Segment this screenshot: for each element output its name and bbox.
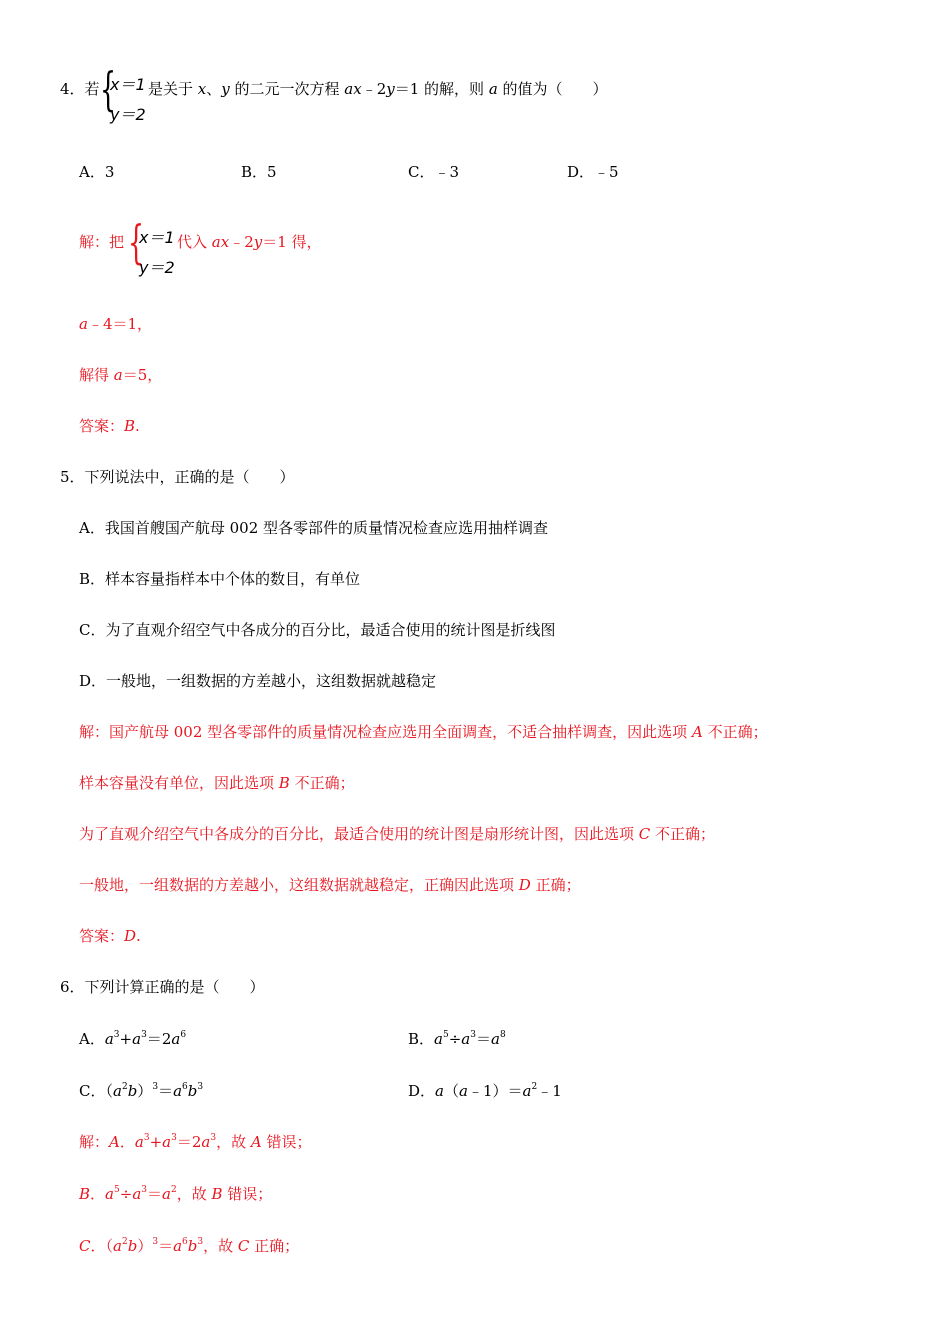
q5-option-b: B．样本容量指样本中个体的数目，有单位 [79, 570, 361, 588]
q4-stem: 4．若 [60, 80, 100, 98]
q4-option-c: C．﹣3 [408, 163, 460, 181]
q5-solution-line4: 一般地，一组数据的方差越小，这组数据就越稳定，正确因此选项 D 正确； [79, 876, 581, 894]
q6-option-b: B．$a^5\div a^3=a^8$ [408, 1030, 506, 1048]
q6-solution-b: B．$a^5\div a^3=a^2$，故 B 错误； [79, 1185, 273, 1203]
q4-solution-brace: { [128, 215, 145, 269]
q6-option-a: A．$a^3+a^3=2a^6$ [79, 1030, 187, 1048]
q5-answer: 答案：D. [79, 927, 141, 945]
q5-solution-line2: 样本容量没有单位，因此选项 B 不正确； [79, 774, 355, 792]
q4-solution-text: 代入 ax﹣2y＝1 得， [177, 233, 322, 251]
q6-stem: 6．下列计算正确的是（ ） [60, 978, 265, 996]
q6-solution-c: C．$(a^2b)^3=a^6b^3$，故 C 正确； [79, 1237, 300, 1255]
q4-option-b: B．5 [241, 163, 277, 181]
q4-system-brace: { [100, 62, 117, 116]
q5-solution-line3: 为了直观介绍空气中各成分的百分比，最适合使用的统计图是扇形统计图，因此选项 C 不正确； [79, 825, 716, 843]
q5-option-d: D．一般地，一组数据的方差越小，这组数据就越稳定 [79, 672, 437, 690]
q6-solution-a: 解：A．$a^3+a^3=2a^3$，故 A 错误； [79, 1133, 312, 1151]
q4-solution-step2: 解得 a＝5， [79, 366, 163, 384]
q4-stem-text: 是关于 x、y 的二元一次方程 ax﹣2y＝1 的解，则 a 的值为（ ） [148, 80, 608, 98]
q5-option-c: C．为了直观介绍空气中各成分的百分比，最适合使用的统计图是折线图 [79, 621, 556, 639]
q4-solution-step1: a﹣4＝1， [79, 315, 153, 333]
q4-solution-intro: 解：把 [79, 233, 125, 251]
q6-option-c: C．$(a^2b)^3=a^6b^3$ [79, 1082, 204, 1100]
q6-option-d: D．$a(a﹣1)=a^2﹣1$ [408, 1082, 562, 1100]
q5-option-a: A．我国首艘国产航母 002 型各零部件的质量情况检查应选用抽样调查 [79, 519, 549, 537]
q4-option-d: D．﹣5 [567, 163, 619, 181]
q4-answer: 答案：B. [79, 417, 140, 435]
q5-solution-line1: 解：国产航母 002 型各零部件的质量情况检查应选用全面调查，不适合抽样调查，因此选项 A 不正确； [79, 723, 768, 741]
q4-option-a: A．3 [79, 163, 115, 181]
q5-stem: 5．下列说法中，正确的是（ ） [60, 468, 295, 486]
